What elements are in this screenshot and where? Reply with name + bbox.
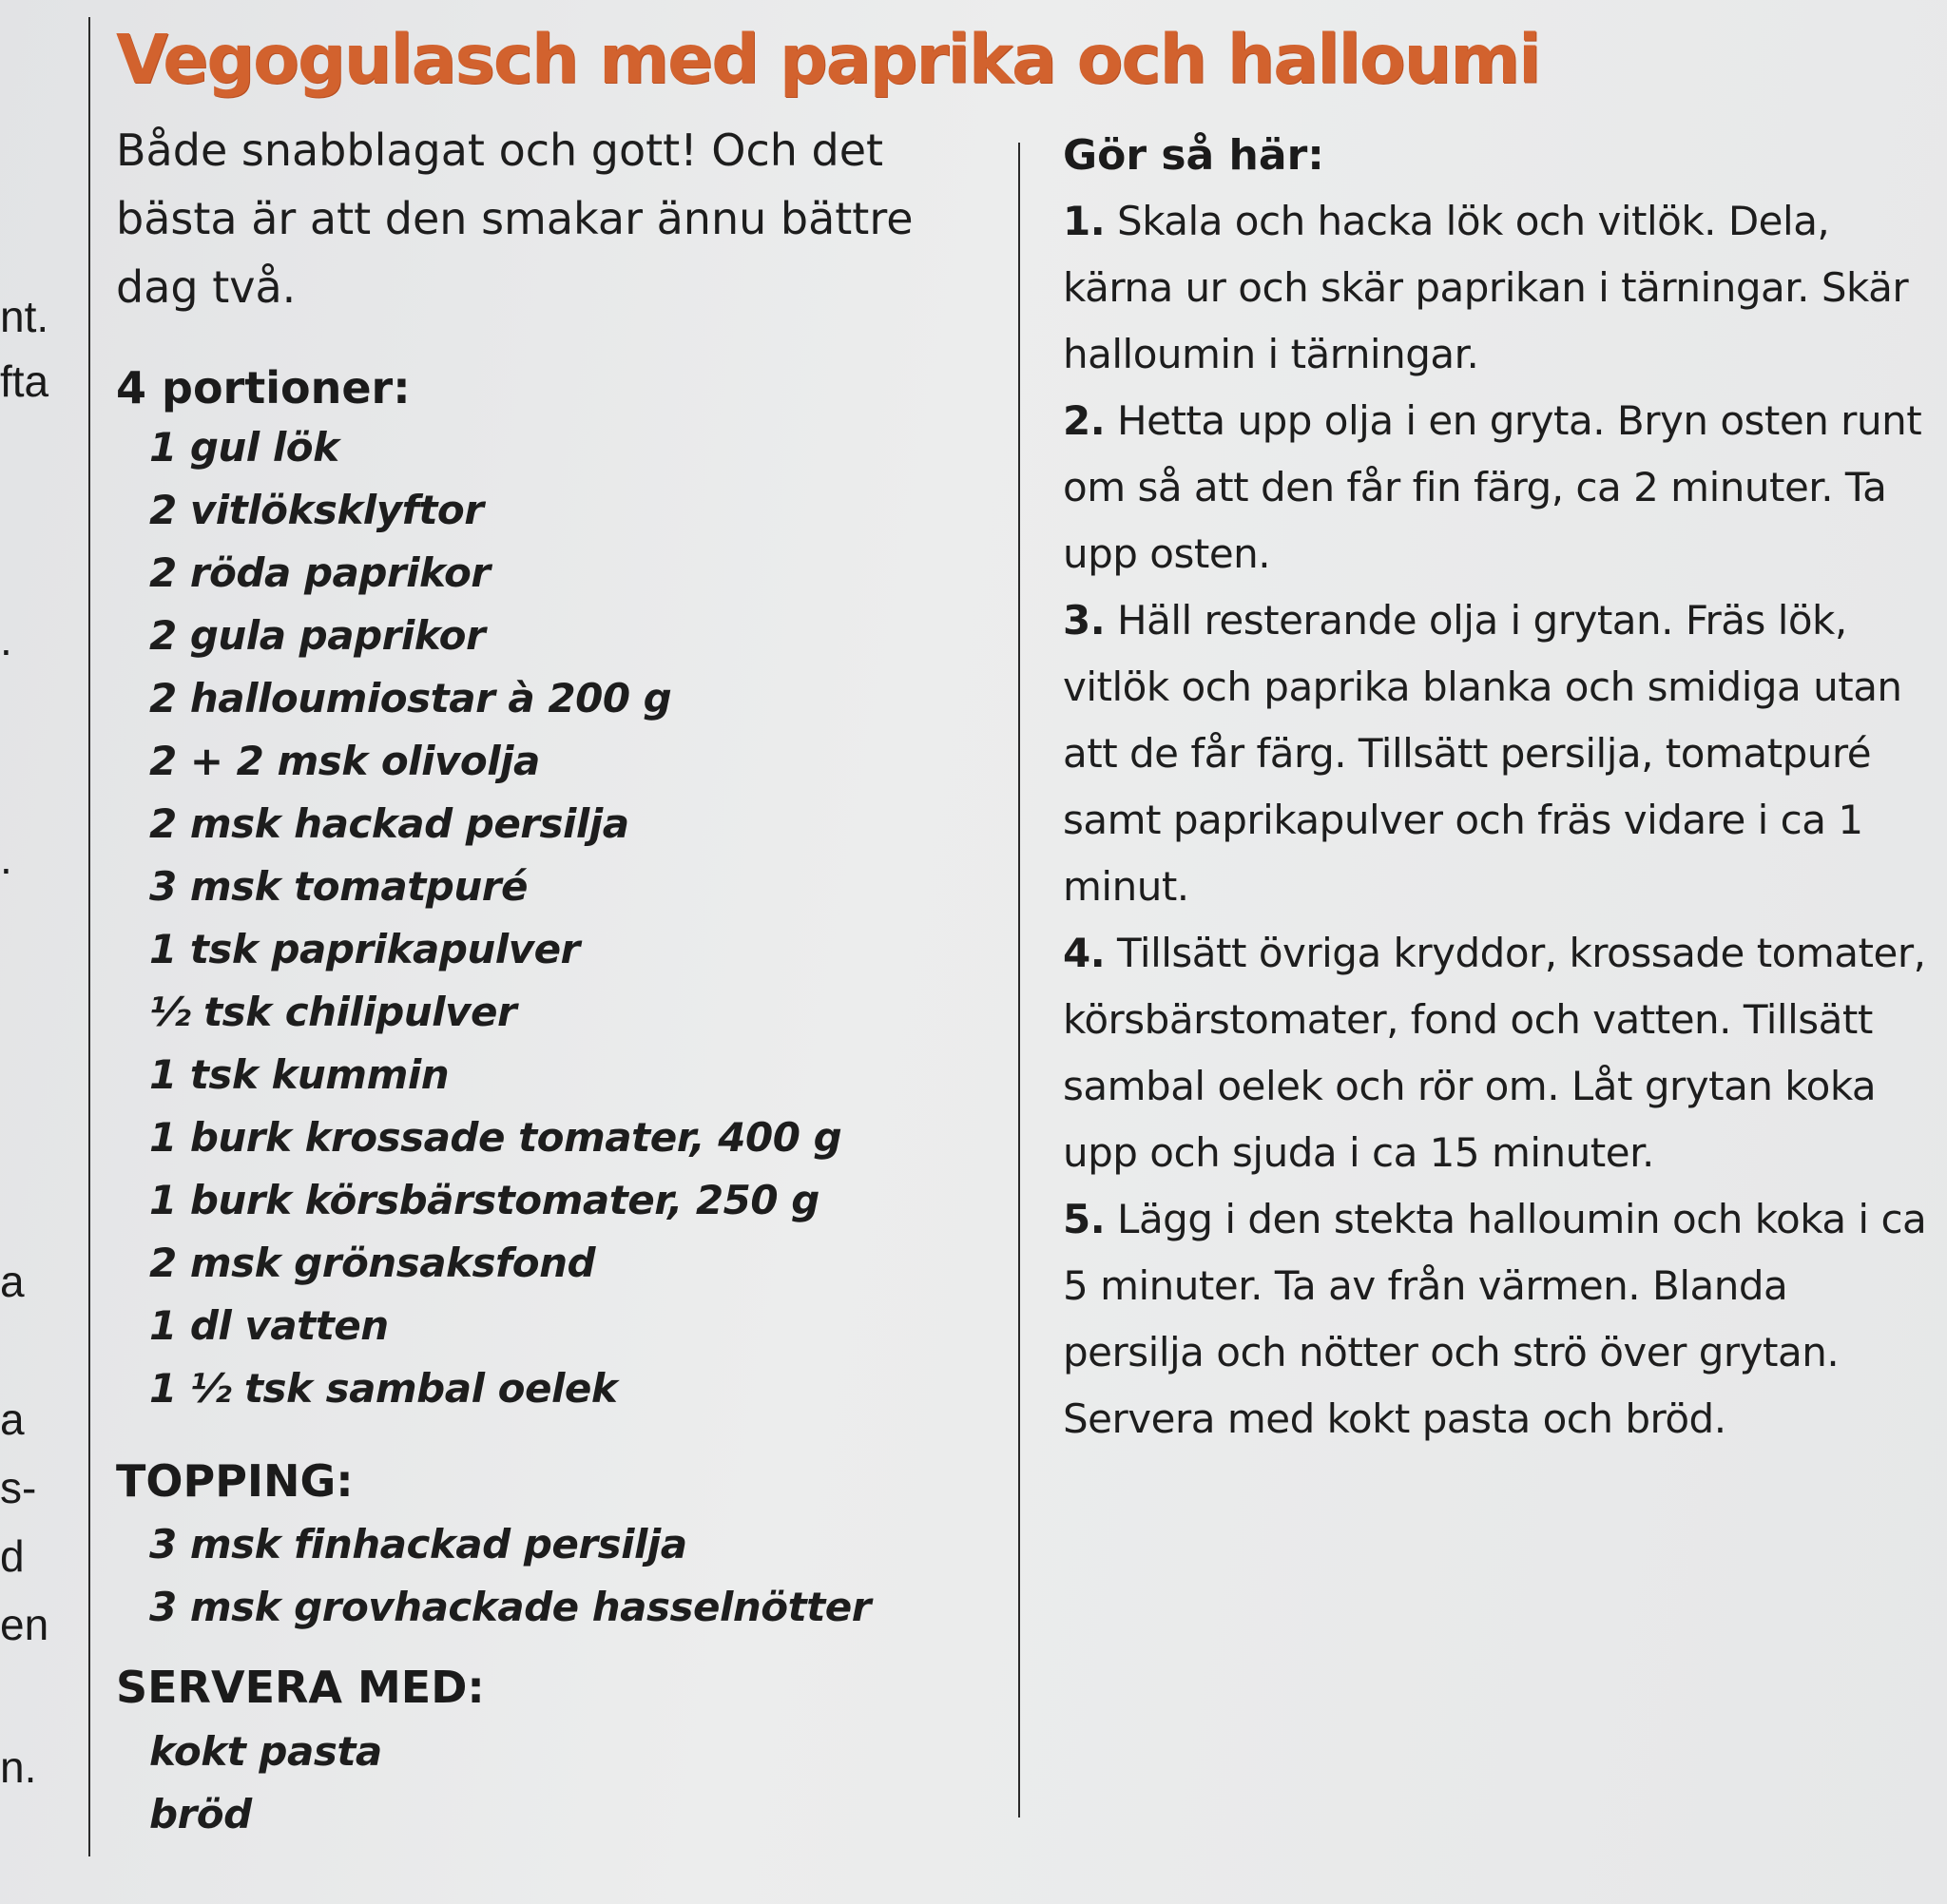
- step-number: 3.: [1063, 597, 1106, 644]
- step-text: Häll resterande olja i grytan. Fräs lök, vitlök och paprika blanka och smidiga utan att de får färg. Tillsätt persilja, tomatpuré samt paprikapulver och fräs vidare i ca 1 minut.: [1063, 597, 1902, 910]
- margin-fragment: a: [0, 1257, 25, 1306]
- ingredient-item: 2 halloumiostar à 200 g: [149, 675, 672, 721]
- margin-fragment: .: [0, 615, 12, 664]
- ingredient-item: ½ tsk chilipulver: [149, 989, 517, 1035]
- instruction-steps: [1063, 188, 1933, 1452]
- ingredient-item: 1 gul lök: [149, 424, 339, 471]
- ingredient-item: 3 msk tomatpuré: [149, 863, 528, 910]
- margin-fragment: n.: [0, 1742, 37, 1792]
- serve-heading: SERVERA MED:: [116, 1662, 485, 1713]
- column-divider-middle: [1018, 143, 1020, 1817]
- recipe-title: Vegogulasch med paprika och halloumi: [116, 20, 1540, 99]
- recipe-intro: Både snabblagat och gott! Och det bästa är att den smakar ännu bättre dag två.: [116, 125, 914, 313]
- margin-fragment: nt.: [0, 292, 49, 341]
- step-number: 4.: [1063, 930, 1106, 976]
- step-number: 5.: [1063, 1196, 1106, 1242]
- margin-fragment: d: [0, 1531, 25, 1581]
- ingredient-item: 1 burk krossade tomater, 400 g: [149, 1114, 842, 1161]
- instruction-step: [1063, 1186, 1933, 1452]
- ingredient-item: 2 röda paprikor: [149, 549, 491, 596]
- topping-item: 3 msk finhackad persilja: [149, 1521, 687, 1567]
- ingredient-item: 1 tsk paprikapulver: [149, 926, 580, 972]
- step-text: Hetta upp olja i en gryta. Bryn osten runt om så att den får fin färg, ca 2 minuter. Ta upp osten.: [1063, 397, 1922, 577]
- ingredient-item: 2 vitlöksklyftor: [149, 487, 484, 533]
- ingredient-item: 2 msk grönsaksfond: [149, 1240, 596, 1286]
- ingredient-item: 1 burk körsbärstomater, 250 g: [149, 1177, 819, 1223]
- ingredient-item: 1 dl vatten: [149, 1302, 389, 1349]
- ingredient-item: 2 + 2 msk olivolja: [149, 738, 540, 784]
- step-number: 2.: [1063, 397, 1106, 444]
- step-number: 1.: [1063, 198, 1106, 244]
- step-text: Lägg i den stekta halloumin och koka i ca 5 minuter. Ta av från värmen. Blanda persilja och nötter och strö över grytan. Servera med kokt pasta och bröd.: [1063, 1196, 1927, 1442]
- column-divider-left: [88, 17, 90, 1856]
- margin-fragment: fta: [0, 356, 49, 406]
- ingredient-item: 1 ½ tsk sambal oelek: [149, 1365, 618, 1412]
- margin-fragment: s-: [0, 1463, 37, 1512]
- serve-item: kokt pasta: [149, 1728, 382, 1775]
- ingredient-item: 2 msk hackad persilja: [149, 800, 629, 847]
- instruction-step: [1063, 920, 1933, 1186]
- ingredient-item: 1 tsk kummin: [149, 1051, 450, 1098]
- step-text: Skala och hacka lök och vitlök. Dela, kärna ur och skär paprikan i tärningar. Skär halloumin i tärningar.: [1063, 198, 1909, 377]
- topping-item: 3 msk grovhackade hasselnötter: [149, 1584, 871, 1630]
- portions-heading: 4 portioner:: [116, 362, 411, 413]
- instruction-step: [1063, 188, 1933, 388]
- margin-fragment: .: [0, 834, 12, 883]
- instruction-step: [1063, 388, 1933, 587]
- serve-list: [149, 1721, 382, 1846]
- step-text: Tillsätt övriga kryddor, krossade tomater, körsbärstomater, fond och vatten. Tillsätt sambal oelek och rör om. Låt grytan koka upp och sjuda i ca 15 minuter.: [1063, 930, 1926, 1176]
- instructions-heading: Gör så här:: [1063, 131, 1324, 180]
- serve-item: bröd: [149, 1791, 252, 1837]
- margin-fragment: en: [0, 1600, 49, 1649]
- margin-fragment: a: [0, 1394, 25, 1444]
- topping-list: [149, 1513, 871, 1639]
- ingredient-list: [149, 416, 841, 1420]
- ingredient-item: 2 gula paprikor: [149, 612, 486, 659]
- topping-heading: TOPPING:: [116, 1455, 354, 1507]
- instruction-step: [1063, 587, 1933, 920]
